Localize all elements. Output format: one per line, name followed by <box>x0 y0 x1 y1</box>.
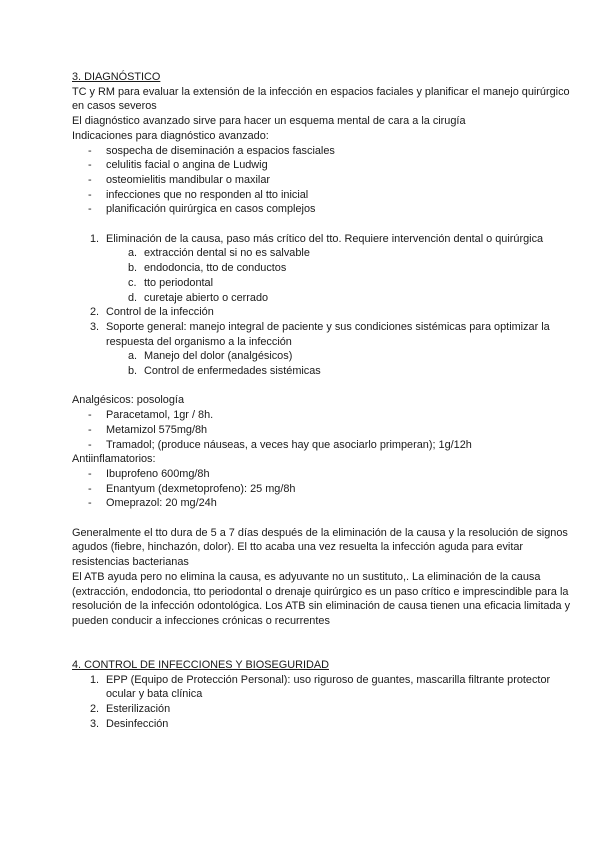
analgesicos-title: Analgésicos: posología <box>72 394 185 407</box>
list-text: tto periodontal <box>144 276 214 289</box>
lettered-item <box>72 364 580 379</box>
list-marker: 1. <box>90 673 100 686</box>
lettered-item <box>72 349 580 364</box>
paragraph: TC y RM para evaluar la extensión de la infección en espacios faciales y planificar el manejo quirúrgico en casos severos <box>72 85 570 113</box>
list-text: extracción dental si no es salvable <box>144 247 310 260</box>
numbered-item <box>72 717 580 732</box>
list-item: - celulitis facial o angina de Ludwig <box>72 158 580 173</box>
paragraph: Indicaciones para diagnóstico avanzado: <box>72 129 269 142</box>
list-text: curetaje abierto o cerrado <box>144 291 269 304</box>
list-item: - sospecha de diseminación a espacios fasciales <box>72 144 580 159</box>
numbered-item <box>72 305 580 320</box>
numbered-item <box>72 320 580 349</box>
list-marker: 2. <box>90 306 100 319</box>
section-4-heading: 4. CONTROL DE INFECCIONES Y BIOSEGURIDAD <box>72 659 329 672</box>
list-marker: b. <box>128 365 138 378</box>
lettered-item <box>72 246 580 261</box>
spacer <box>72 511 580 526</box>
list-marker: 3. <box>90 320 100 333</box>
list-text: Manejo del dolor (analgésicos) <box>144 350 293 363</box>
list-text: EPP (Equipo de Protección Personal): uso riguroso de guantes, mascarilla filtrante protector ocular y bata clínica <box>106 673 551 701</box>
list-marker: a. <box>128 350 138 363</box>
list-item: - Paracetamol, 1gr / 8h. <box>72 408 580 423</box>
paragraph: Generalmente el tto dura de 5 a 7 días después de la eliminación de la causa y la resolución de signos agudos (fiebre, hinchazón, dolor). El tto acaba una vez resuelta la infección aguda para evitar resistencias bacterianas <box>72 526 568 569</box>
list-item: - Metamizol 575mg/8h <box>72 423 580 438</box>
lettered-item <box>72 276 580 291</box>
paragraph: El diagnóstico avanzado sirve para hacer un esquema mental de cara a la cirugía <box>72 115 466 128</box>
list-item: - infecciones que no responden al tto inicial <box>72 188 580 203</box>
list-text: Eliminación de la causa, paso más crítico del tto. Requiere intervención dental o quirúrgica <box>106 232 544 245</box>
spacer <box>72 629 580 644</box>
numbered-item <box>72 702 580 717</box>
list-item: - Enantyum (dexmetoprofeno): 25 mg/8h <box>72 482 580 497</box>
list-item: - Tramadol; (produce náuseas, a veces hay que asociarlo primperan); 1g/12h <box>72 438 580 453</box>
list-marker: 1. <box>90 232 100 245</box>
spacer <box>72 217 580 232</box>
section-3-heading: 3. DIAGNÓSTICO <box>72 71 161 83</box>
list-text: Control de la infección <box>106 306 214 319</box>
lettered-item <box>72 261 580 276</box>
list-text: endodoncia, tto de conductos <box>144 262 287 275</box>
numbered-item <box>72 673 580 702</box>
list-item: - planificación quirúrgica en casos complejos <box>72 202 580 217</box>
list-marker: b. <box>128 262 138 275</box>
paragraph: El ATB ayuda pero no elimina la causa, es adyuvante no un sustituto,. La eliminación de la causa (extracción, endodoncia, tto periodontal o drenaje quirúrgico es un paso crítico e imprescindible para la resolución de la infección odontológica. Los ATB sin eliminación de causa tienen una eficacia limitada y pueden conducir a infecciones crónicas o recurrentes <box>72 570 571 627</box>
list-marker: 2. <box>90 703 100 716</box>
list-marker: 3. <box>90 717 100 730</box>
spacer <box>72 643 580 658</box>
list-marker: c. <box>128 276 137 289</box>
list-item: - Ibuprofeno 600mg/8h <box>72 467 580 482</box>
lettered-item <box>72 291 580 306</box>
spacer <box>72 379 580 394</box>
list-text: Desinfección <box>106 717 169 730</box>
list-marker: a. <box>128 247 138 260</box>
list-text: Soporte general: manejo integral de paciente y sus condiciones sistémicas para optimizar la respuesta del organismo a la infección <box>106 320 550 348</box>
list-text: Esterilización <box>106 703 171 716</box>
list-item: - osteomielitis mandibular o maxilar <box>72 173 580 188</box>
list-text: Control de enfermedades sistémicas <box>144 365 321 378</box>
list-marker: d. <box>128 291 138 304</box>
antiinflamatorios-title: Antiinflamatorios: <box>72 453 156 466</box>
numbered-item <box>72 232 580 247</box>
list-item: - Omeprazol: 20 mg/24h <box>72 496 580 511</box>
